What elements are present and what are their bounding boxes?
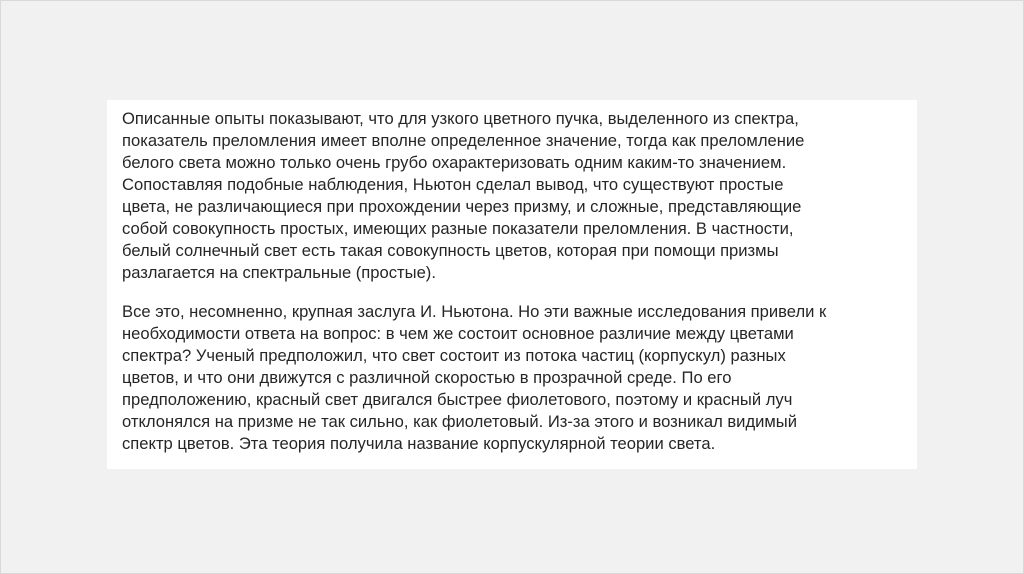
paragraph-2-line-2: необходимости ответа на вопрос: в чем же состоит основное различие между цветами [122, 324, 794, 343]
paragraph-1-line-3: белого света можно только очень грубо охарактеризовать одним каким-то значением. [122, 153, 787, 172]
paragraph-1 [122, 108, 922, 284]
paragraph-2-line-3: спектра? Ученый предположил, что свет состоит из потока частиц (корпускул) разных [122, 346, 786, 365]
paragraph-1-line-6: собой совокупность простых, имеющих разные показатели преломления. В частности, [122, 219, 794, 238]
paragraph-1-line-2: показатель преломления имеет вполне определенное значение, тогда как преломление [122, 131, 805, 150]
paragraph-1-line-1: Описанные опыты показывают, что для узкого цветного пучка, выделенного из спектра, [122, 109, 799, 128]
slide-content [107, 100, 917, 469]
paragraph-1-line-7: белый солнечный свет есть такая совокупность цветов, которая при помощи призмы [122, 241, 779, 260]
paragraph-2-line-1: Все это, несомненно, крупная заслуга И. Ньютона. Но эти важные исследования привели к [122, 302, 827, 321]
paragraph-1-line-8: разлагается на спектральные (простые). [122, 263, 436, 282]
paragraph-1-line-4: Сопоставляя подобные наблюдения, Ньютон сделал вывод, что существуют простые [122, 175, 784, 194]
paragraph-1-line-5: цвета, не различающиеся при прохождении через призму, и сложные, представляющие [122, 197, 802, 216]
paragraph-2-line-4: цветов, и что они движутся с различной скоростью в прозрачной среде. По его [122, 368, 732, 387]
paragraph-2-line-5: предположению, красный свет двигался быстрее фиолетового, поэтому и красный луч [122, 390, 793, 409]
paragraph-2 [122, 301, 922, 455]
paragraph-2-line-7: спектр цветов. Эта теория получила название корпускулярной теории света. [122, 434, 716, 453]
paragraph-2-line-6: отклонялся на призме не так сильно, как фиолетовый. Из-за этого и возникал видимый [122, 412, 797, 431]
